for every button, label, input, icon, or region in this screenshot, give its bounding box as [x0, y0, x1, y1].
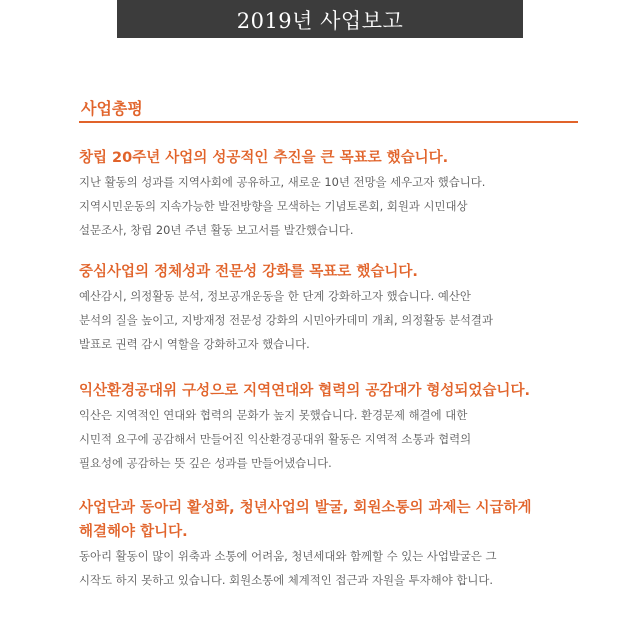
- summary-block-1: [79, 146, 569, 242]
- body-line: 시작도 하지 못하고 있습니다. 회원소통에 체계적인 접근과 자원을 투자해야 합니다.: [79, 573, 493, 587]
- page-title: 2019년 사업보고: [236, 9, 404, 33]
- body-line: 예산감시, 의정활동 분석, 정보공개운동을 한 단계 강화하고자 했습니다. 예산안: [79, 289, 471, 303]
- block-body: [79, 170, 569, 242]
- summary-block-4: [79, 496, 569, 592]
- summary-block-2: [79, 260, 569, 356]
- block-heading-line: 해결해야 합니다.: [79, 524, 188, 540]
- block-body: [79, 284, 569, 356]
- block-heading-line: 사업단과 동아리 활성화, 청년사업의 발굴, 회원소통의 과제는 시급하게: [79, 500, 532, 516]
- block-heading: 중심사업의 정체성과 전문성 강화를 목표로 했습니다.: [79, 264, 418, 280]
- block-body: [79, 544, 569, 592]
- body-line: 필요성에 공감하는 뜻 깊은 성과를 만들어냈습니다.: [79, 456, 332, 470]
- summary-block-3: [79, 379, 569, 475]
- block-body: [79, 403, 569, 475]
- body-line: 시민적 요구에 공감해서 만들어진 익산환경공대위 활동은 지역적 소통과 협력의: [79, 432, 472, 446]
- body-line: 발표로 권력 감시 역할을 강화하고자 했습니다.: [79, 337, 310, 351]
- body-line: 지난 활동의 성과를 지역사회에 공유하고, 새로운 10년 전망을 세우고자 했습니다.: [79, 175, 486, 189]
- body-line: 분석의 질을 높이고, 지방재정 전문성 강화의 시민아카데미 개최, 의정활동 분석결과: [79, 313, 493, 327]
- body-line: 익산은 지역적인 연대와 협력의 문화가 높지 못했습니다. 환경문제 해결에 대한: [79, 408, 468, 422]
- body-line: 동아리 활동이 많이 위축과 소통에 어려움, 청년세대와 함께할 수 있는 사업발굴은 그: [79, 549, 497, 563]
- title-banner: [117, 0, 523, 38]
- block-heading: 창립 20주년 사업의 성공적인 추진을 큰 목표로 했습니다.: [79, 150, 449, 166]
- block-heading: 익산환경공대위 구성으로 지역연대와 협력의 공감대가 형성되었습니다.: [79, 383, 530, 399]
- body-line: 설문조사, 창립 20년 주년 활동 보고서를 발간했습니다.: [79, 223, 354, 237]
- body-line: 지역시민운동의 지속가능한 발전방향을 모색하는 기념토론회, 회원과 시민대상: [79, 199, 468, 213]
- section-divider: [79, 121, 578, 123]
- block-heading: [79, 496, 569, 544]
- section-heading: 사업총평: [81, 99, 143, 118]
